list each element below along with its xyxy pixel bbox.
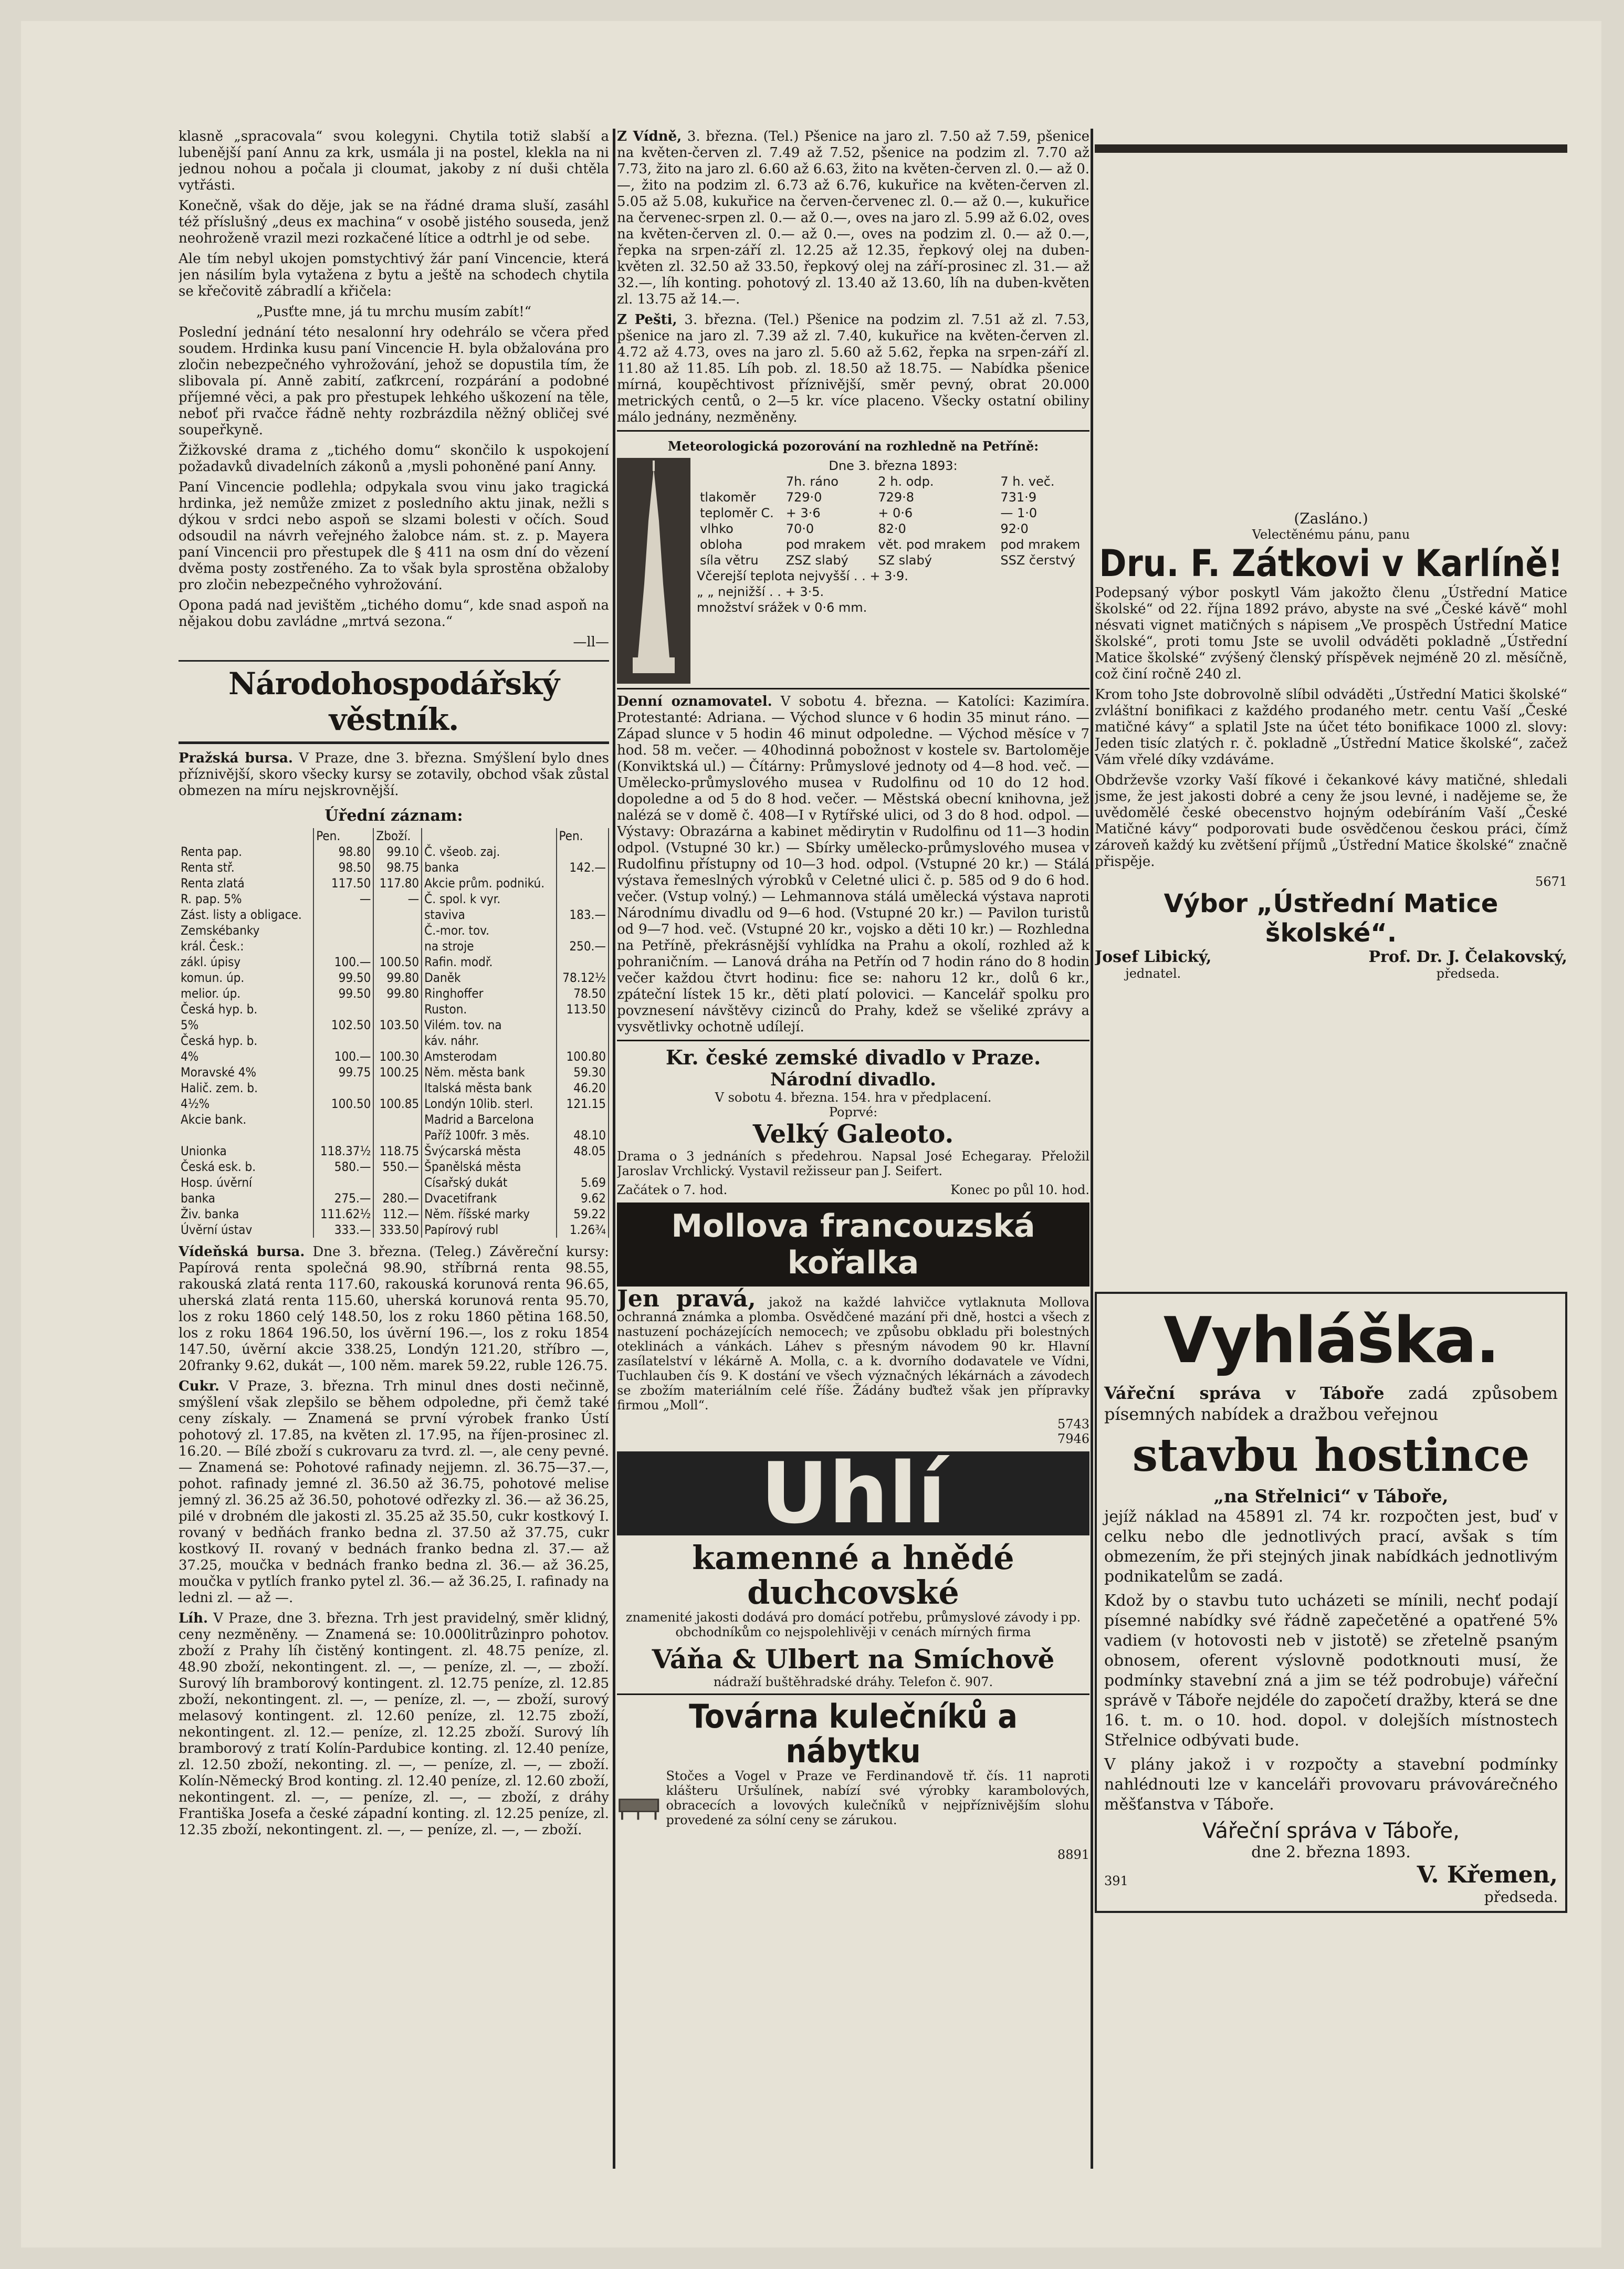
table-cell: Papírový rubl — [422, 1222, 556, 1238]
table-cell: Č. všeob. zaj. — [422, 844, 556, 860]
article-paragraph: klasně „spracovala“ svou kolegyni. Chytila totiž slabší a lubenější paní Annu za krk, usmála ji na postel, klekla na ni jednou nohou a počala ji cloumat, jakoby z ní duši chtěla vytřásti. — [179, 129, 609, 193]
meteo-cell: ZSZ slabý — [785, 553, 848, 568]
table-cell: Císařský dukát — [422, 1175, 556, 1190]
table-cell: 117.50 — [313, 875, 373, 891]
table-cell — [313, 1127, 373, 1143]
meteo-lowest: „ „ nejnižší . . + 3·5. — [697, 584, 824, 599]
signer-role: předseda. — [1436, 966, 1500, 981]
table-cell: 113.50 — [557, 1001, 609, 1017]
sugar-text: V Praze, 3. března. Trh minul dnes dosti nečinně, smýšlení však zlepšilo se během odpoledne, při čemž také ceny získaly. — Znamená se první výrobek franko Ústí pohotový zl. 17.85, na květen zl. 17.95, na říjen-prosinec zl. 16.20. — Bílé zboží s cukrovaru za tvrd. zl. —, ale ceny pevné. — Znamená se: Pohotové rafinady nejjemn. zl. 36.75—37.—, pohot. rafinady jemné zl. 36.50 až 36.75, pohotové melise jemný zl. 36.25 až 36.50, pohotové odřezky zl. 36.— až 36.25, pilé v drobném dle jakosti zl. 35.25 až 35.50, cukr kostkový I. rovaný v bedňách franko bedna zl. 37.50 až 37.75, cukr kostkový II. rovaný v bednách franko bedna zl. 37.— až 37.25, moučka v bednách franko bedna zl. 36.— až 36.25, moučka v pytlích franko pytel zl. 36.— až 36.25, I. rafinady na ledni zl. — až —. — [179, 1378, 609, 1606]
section-title: Národohospodářský věstník. — [179, 660, 609, 744]
table-cell: Ringhoffer — [422, 986, 556, 1001]
vyhlaska-sign: Vářeční správa v Táboře, — [1202, 1819, 1460, 1843]
table-row — [179, 1206, 609, 1222]
table-cell: 121.15 — [557, 1096, 609, 1112]
newspaper-page — [21, 21, 1601, 2247]
article-paragraph: Poslední jednání této nesalonní hry odehrálo se včera před soudem. Hrdinka kusu paní Vincencie H. byla obžalována pro zločin nebezpečného vyhrožování, jehož se dopustila tím, že slibovala pí. Anně zabití, zaťkrcení, rozpárání a podobné příjemné věci, a pak pro přestupek lehkého uškození na těle, neboť při rvačce řádně nehty rozbrázdila něžný obličej své soupeřkyně. — [179, 325, 609, 438]
table-cell: 48.10 — [557, 1127, 609, 1143]
table-cell: 98.75 — [373, 860, 422, 875]
table-cell: 111.62½ — [313, 1206, 373, 1222]
table-cell — [313, 907, 373, 923]
table-row — [179, 1017, 609, 1033]
table-cell: Španělská města — [422, 1159, 556, 1175]
table-row — [179, 1096, 609, 1112]
table-cell — [373, 907, 422, 923]
meteo-box — [617, 458, 1089, 684]
table-row — [179, 1143, 609, 1159]
table-cell: 99.50 — [313, 970, 373, 986]
meteo-cell: vět. pod mrakem — [878, 537, 986, 552]
table-cell: 98.50 — [313, 860, 373, 875]
table-row — [179, 860, 609, 875]
vyhlaska-lead: Vářeční správa v Táboře — [1104, 1383, 1385, 1403]
table-cell: Rafin. modř. — [422, 954, 556, 970]
coal-address: nádraží buštěhradské dráhy. Telefon č. 907. — [713, 1675, 993, 1689]
table-cell: — — [313, 891, 373, 907]
subhead-vienna-bourse: Vídeňská bursa. — [179, 1244, 305, 1260]
table-cell: káv. náhr. — [422, 1033, 556, 1049]
meteo-cell: síla větru — [700, 553, 759, 568]
table-cell — [179, 1127, 313, 1143]
article-quote: „Pusťte mne, já tu mrchu musím zabít!“ — [256, 304, 531, 320]
subhead-sugar: Cukr. — [179, 1378, 219, 1394]
vyhlaska-paragraph: Kdož by o stavbu tuto ucházeti se mínili, nechť podají písemné nabídky své řádně zapečetěné a opatřené 5% vadiem (v hotovosti neb v jistotě) se zřetelně psaným obnosem, oferent výslovně podotknouti musí, že podmínky stavební zná a jim se též podrobuje) vářeční správě v Táboře nejdéle do započetí dražby, která se dne 16. t. m. o 10. hod. dopol. v dolejších místnostech Střelnice odbývati bude. — [1104, 1592, 1558, 1750]
table-cell: — — [373, 891, 422, 907]
table-row — [179, 1112, 609, 1127]
table-cell — [313, 1175, 373, 1190]
vyhlaska-paragraph: V plány jakož i v rozpočty a stavební podmínky nahlédnouti lze v kanceláři provovaru právovárečného měšťanstva v Táboře. — [1104, 1755, 1558, 1814]
table-cell: 5.69 — [557, 1175, 609, 1190]
mollova-number: 5743 — [1057, 1417, 1089, 1431]
table-cell: melior. úp. — [179, 986, 313, 1001]
table-cell: 580.— — [313, 1159, 373, 1175]
table-row — [179, 1033, 609, 1049]
bourse-table — [179, 828, 609, 1238]
table-cell: 100.30 — [373, 1049, 422, 1064]
article-paragraph: Paní Vincencie podlehla; odpykala svou vinu jako tragická hrdinka, jež nemůže zmizet z posledního aktu jinak, nežli s dýkou v srdci nebo aspoň se slzami bolesti v očích. Soud odsoudil na návrh veřejného žalobce nám. st. z. p. Mayera paní Vincencii pro přestupek dle § 411 na osm dní do vězení dvěma posty zostřeného. Za to však byla sprostěna obžaloby pro zločin nebezpečného vyhrožování. — [179, 479, 609, 593]
meteo-cell: SSZ čerstvý — [1000, 553, 1076, 568]
table-cell — [557, 875, 609, 891]
header-bar — [1095, 144, 1567, 153]
table-cell — [373, 923, 422, 938]
table-cell: Ruston. — [422, 1001, 556, 1017]
meteo-cell: pod mrakem — [785, 537, 866, 552]
table-cell — [557, 1033, 609, 1049]
table-row — [179, 923, 609, 938]
mollova-banner: Mollova francouzská kořalka — [617, 1203, 1089, 1287]
table-cell: banka — [422, 860, 556, 875]
table-cell: Česká hyp. b. — [179, 1001, 313, 1017]
table-cell — [557, 954, 609, 970]
table-cell: 4% — [179, 1049, 313, 1064]
table-cell — [373, 1127, 422, 1143]
signatures — [1095, 948, 1567, 981]
mollova-text: jakož na každé lahvičce vytlaknuta Mollova ochranná známka a plomba. Osvědčené mazání při dně, hostci a všech z nastuzení pocházejících nemocech; ve způsobu obkladu při bolestných oteklinách a vánkách. Láhev s přesným návodem 90 kr. Hlavní zasílatelství v lékárně A. Molla, c. a k. dvorního dodavatele ve Vídni, Tuchlauben čís 9. K dostání ve všech význačných lékárnách a závodech se zbožím materiálním celé říše. Žádány buďtež však jen přípravky firmou „Moll“. — [617, 1295, 1089, 1413]
table-cell: Madrid a Barcelona — [422, 1112, 556, 1127]
zaslano: (Zasláno.) — [1294, 510, 1368, 527]
column-right — [1095, 129, 1567, 2169]
meteo-cell: tlakoměr — [700, 490, 756, 505]
table-cell: 333.— — [313, 1222, 373, 1238]
col-head: Pen. — [313, 828, 373, 844]
table-row — [179, 844, 609, 860]
vyhlaska-place: „na Střelnici“ v Táboře, — [1213, 1486, 1449, 1507]
letter-paragraph: Krom toho Jste dobrovolně slíbil odváděti „Ústřední Matici školské“ zvláštní bonifikaci z každého prodaného metr. centu Vaší „České matičné kávy“ a splatil Jste na účet této bonifikace 1000 zl. slovy: Jeden tisíc zlatých r. č. pokladně „Ústřední Matice školské“, začež Vám vřelé díky vzdáváme. — [1095, 687, 1567, 768]
table-cell: 117.80 — [373, 875, 422, 891]
table-cell: Hosp. úvěrní — [179, 1175, 313, 1190]
table-cell: 550.— — [373, 1159, 422, 1175]
table-cell: 100.50 — [313, 1096, 373, 1112]
table-row — [179, 970, 609, 986]
table-row — [179, 907, 609, 923]
letter-paragraph: Podepsaný výbor poskytl Vám jakožto členu „Ústřední Matice školské“ od 22. října 1892 právo, abyste na své „České kávě“ mohl nésvati vignet matičných s nápisem „Ve prospěch Ústřední Matice školské“, proti tomu Jste se uvolil odváděti pokladně „Ústřední Matice školské“ zvýšený členský příspěvek nejméně 20 zl. měsíčně, což činí ročně 240 zl. — [1095, 585, 1567, 682]
coal-text: znamenité jakosti dodává pro domácí potřebu, průmyslové závody i pp. obchodníkům co nejspolehlivěji v cenách mírných firma — [625, 1610, 1081, 1639]
table-cell: Zást. listy a obligace. — [179, 907, 313, 923]
table-cell: Česká esk. b. — [179, 1159, 313, 1175]
vyhlaska-subject: stavbu hostince — [1132, 1429, 1530, 1482]
billiard-table-icon — [617, 1769, 661, 1847]
coal-type: kamenné a hnědé duchcovské — [692, 1539, 1014, 1612]
table-row — [179, 954, 609, 970]
vyhlaska-box — [1095, 1292, 1567, 1913]
meteo-row — [697, 552, 1089, 568]
table-cell — [373, 938, 422, 954]
uhli-heading: Uhlí — [617, 1451, 1089, 1535]
letter-number: 5671 — [1535, 874, 1567, 889]
vyhlaska-signer-role: předseda. — [1484, 1888, 1558, 1906]
vienna-grain-text: 3. března. (Tel.) Pšenice na jaro zl. 7.50 až 7.59, pšenice na květen-červen zl. 7.49 až 7.52, pšenice na podzim zl. 7.70 až 7.73, žito na jaro zl. 6.60 až 6.63, žito na květen-červen zl. 0.— až 0.—, žito na podzim zl. 6.73 až 6.76, kukuřice na květen-červen zl. 5.05 až 5.08, kukuřice na červen-červenec zl. 0.— až 0.—, kukuřice na červenec-srpen zl. 0.— až 0.—, oves na jaro zl. 5.99 až 6.02, oves na květen-červen zl. 0.— až 0.—, oves na podzim zl. 0.— až 0.—, řepka na srpen-září zl. 12.25 až 12.35, řepkový olej na duben-květen zl. 32.50 až 33.50, řepkový olej na září-prosinec zl. 31.— až 32.—, líh konting. pohotový zl. 13.40 až 13.60, líh na duben-květen zl. 13.75 až 14.—. — [617, 129, 1089, 307]
table-cell: 118.75 — [373, 1143, 422, 1159]
committee: Výbor „Ústřední Matice školské“. — [1164, 889, 1499, 948]
table-cell — [557, 1112, 609, 1127]
table-cell: Něm. říšské marky — [422, 1206, 556, 1222]
table-cell: 100.— — [313, 954, 373, 970]
table-cell: 9.62 — [557, 1190, 609, 1206]
vienna-bourse-text: Dne 3. března. (Teleg.) Závěreční kursy: Papírová renta společná 98.90, stříbrná renta 98.55, rakouská zlatá renta 117.60, rakouská korunová renta 96.65, uherská zlatá renta 115.60, uherská korunová renta 95.70, los z roku 1860 celý 148.50, los z roku 1860 pětina 168.50, los z roku 1864 196.50, los úvěrní 196.—, los z roku 1854 147.50, úvěrní akcie 338.25, Londýn 121.20, stříbro —, 20franky 9.62, dukát —, 100 něm. marek 59.22, ruble 126.75. — [179, 1244, 609, 1374]
meteo-cell: 92·0 — [1000, 521, 1029, 536]
meteo-row — [697, 521, 1089, 537]
theatre-desc: Drama o 3 jednáních s předehrou. Napsal José Echegaray. Přeložil Jaroslav Vrchlický. Vystavil režisseur pan J. Seifert. — [617, 1149, 1089, 1178]
table-cell: Renta stř. — [179, 860, 313, 875]
table-cell: Něm. města bank — [422, 1064, 556, 1080]
petrin-tower-icon — [617, 458, 690, 684]
table-cell — [557, 844, 609, 860]
table-cell: Švýcarská města — [422, 1143, 556, 1159]
table-row — [179, 1222, 609, 1238]
table-row — [179, 1190, 609, 1206]
meteo-cell: 70·0 — [785, 521, 814, 536]
table-cell: staviva — [422, 907, 556, 923]
table-cell — [373, 1175, 422, 1190]
column-divider — [613, 129, 615, 2169]
meteo-cell: SZ slabý — [878, 553, 932, 568]
vyhlaska-intro: zadá způsobem písemných nabídek a dražbou veřejnou — [1104, 1383, 1558, 1424]
article-paragraph: Opona padá nad jevištěm „tichého domu“, kde snad aspoň na nějakou dobu zavládne „mrtvá sezona.“ — [179, 598, 609, 630]
meteo-cell: vlhko — [700, 521, 734, 536]
table-cell — [557, 1017, 609, 1033]
theatre-end: Konec po půl 10. hod. — [950, 1183, 1089, 1197]
table-cell: 280.— — [373, 1190, 422, 1206]
table-cell: Daněk — [422, 970, 556, 986]
table-cell: Italská města bank — [422, 1080, 556, 1096]
table-cell — [313, 923, 373, 938]
meteo-row — [697, 489, 1089, 505]
col-head: Pen. — [557, 828, 609, 844]
meteo-col-head: 2 h. odp. — [878, 474, 934, 489]
table-cell: Vilém. tov. na — [422, 1017, 556, 1033]
pest-grain-text: 3. března. (Tel.) Pšenice na podzim zl. 7.51 až zl. 7.53, pšenice na jaro zl. 7.39 až zl. 7.40, kukuřice na květen-červen zl. 4.72 až 4.73, oves na jaro zl. 5.60 až 5.62, řepka na srpen-září zl. 11.80 až 11.85. Líh pob. zl. 18.50 až 18.75. — Nabídka pšenice mírná, koupěchtivost příznivější, směr pevný, obrat 20.000 metrických centů, o 2—5 kr. více placeno. Všecky ostatní obiliny málo jednány, nezměněny. — [617, 312, 1089, 425]
vyhlaska-date: dne 2. března 1893. — [1251, 1843, 1411, 1862]
table-cell: Česká hyp. b. — [179, 1033, 313, 1049]
table-cell: Amsterodam — [422, 1049, 556, 1064]
mollova-lead: Jen pravá, — [617, 1285, 756, 1312]
meteo-cell: — 1·0 — [1000, 506, 1038, 520]
billiards-text: Stočes a Vogel v Praze ve Ferdinandově tř. čís. 11 naproti klášteru Uršulínek, nabízí své výrobky karambolových, obracecích a lovových kulečníků v nejpříznivějším slohu provedené za sólní ceny se zárukou. — [666, 1769, 1089, 1827]
theatre-title: Kr. české zemské divadlo v Praze. — [665, 1045, 1041, 1069]
table-cell: Úvěrní ústav — [179, 1222, 313, 1238]
table-cell: 5% — [179, 1017, 313, 1033]
table-cell — [313, 1001, 373, 1017]
signer-role: jednatel. — [1125, 966, 1181, 981]
table-cell: 118.37½ — [313, 1143, 373, 1159]
table-cell: 99.75 — [313, 1064, 373, 1080]
table-cell: 99.80 — [373, 986, 422, 1001]
table-cell — [313, 938, 373, 954]
vyhlaska-heading: Vyhláška. — [1163, 1304, 1499, 1377]
table-cell: 100.85 — [373, 1096, 422, 1112]
meteo-date: Dne 3. března 1893: — [829, 458, 958, 473]
coal-firm: Váňa & Ulbert na Smíchově — [652, 1644, 1055, 1675]
meteo-rain: množství srážek v 0·6 mm. — [697, 600, 867, 615]
table-cell: 275.— — [313, 1190, 373, 1206]
table-cell: 99.10 — [373, 844, 422, 860]
table-cell: Moravské 4% — [179, 1064, 313, 1080]
signer-name: Josef Libický, — [1095, 948, 1212, 966]
table-cell: 1.26¾ — [557, 1222, 609, 1238]
table-cell: 102.50 — [313, 1017, 373, 1033]
meteo-row — [697, 537, 1089, 552]
table-cell: Renta zlatá — [179, 875, 313, 891]
table-cell: Londýn 10lib. sterl. — [422, 1096, 556, 1112]
table-cell — [313, 1080, 373, 1096]
meteo-cell: + 3·6 — [785, 506, 821, 520]
table-cell: 183.— — [557, 907, 609, 923]
meteo-title: Meteorologická pozorování na rozhledně na Petříně: — [667, 438, 1039, 454]
meteo-table — [697, 458, 1089, 684]
table-cell — [313, 1033, 373, 1049]
meteo-cell: 82·0 — [878, 521, 906, 536]
meteo-cell: 729·0 — [785, 490, 822, 505]
meteo-cell: + 0·6 — [878, 506, 913, 520]
table-cell: Živ. banka — [179, 1206, 313, 1222]
table-row — [179, 891, 609, 907]
table-cell: 59.22 — [557, 1206, 609, 1222]
article-paragraph: Konečně, však do děje, jak se na řádné drama sluší, zasáhl též příslušný „deus ex machina“ v osobě jistého souseda, jenž neohroženě vrazil mezi rozkačené lítice a odtrhl je od sebe. — [179, 198, 609, 246]
table-cell: 99.50 — [313, 986, 373, 1001]
letter-paragraph: Obdrževše vzorky Vaší fíkové i čekankové kávy matičné, shledali jsme, že jest jakosti dobré a ceny že jsou levné, i nadějeme se, že uvědomělé české obecenstvo hojným odebíráním Vaší „České Matičné kávy“ podporovati bude osvědčenou českou práci, čímž zároveň každý ku zvětšení příjmů „Ústřední Matice školské“ značně přispěje. — [1095, 772, 1567, 870]
meteo-col-head: 7h. ráno — [785, 474, 839, 489]
vyhlaska-paragraph: jejíž náklad na 45891 zl. 74 kr. rozpočten jest, buď v celku nebo dle jednotlivých prací, avšak s tím obmezením, že při stejných jinak nabídkách jednotlivým podnikatelům se zadá. — [1104, 1508, 1558, 1586]
daily-text: V sobotu 4. března. — Katolíci: Kazimíra. Protestanté: Adriana. — Východ slunce v 6 hodin 35 minut ráno. — Západ slunce v 5 hodin 46 minut odpoledne. — Východ měsíce v 7 hod. 58 m. večer. — 40hodinná pobožnost v kostele sv. Bartoloměje (Konviktská ul.) — Čítárny: Průmyslové jednoty od 4—8 hod. več. — Umělecko-průmyslového musea v Rudolfinu od 10 do 12 hod. dopoledne a od 5 do 8 hod. večer. — Městská obecní knihovna, jež nalézá se v domě č. 408—I v Rytířské ulici, od 3 do 8 hod. odpol. — Výstavy: Obrazárna a kabinet mědirytin v Rudolfinu od 11—3 hodin odpol. (Vstupné 30 kr.) — Sbírky umělecko-průmyslového musea v Rudolfinu přístupny od 10—3 hod. odpol. (Vstupné 20 kr.) — Stálá výstava řemeslných výrobků v Celetné ulici č. p. 585 od 9 do 6 hod. večer. (Vstup volný.) — Lehmannova stálá umělecká výstava naproti Národnímu divadlu od 9—6 hod. (Vstupné 20 kr.) — Pavilon turistů od 9—7 hod. več. (Vstupné 20 kr., vojsko a děti 10 kr.) — Rozhledna na Petříně, překrásnější vyhlídka na Prahu a okolí, rozhled až k pohraničním. — Lanová dráha na Petřín od 7 hodin ráno do 8 hodin večer každou čtvrt hodinu: fice se: nahoru 12 kr., dolů 6 kr., zpáteční lístek 15 kr., děti platí polovici. — Kancelář spolku pro povznesení návštěvy cizinců do Prahy, kdež se všeliké zprávy a vysvětlivky ochotně udílejí. — [617, 694, 1089, 1035]
official-record-title: Úřední záznam: — [324, 807, 463, 825]
table-cell: Dvacetifrank — [422, 1190, 556, 1206]
meteo-cell: 731·9 — [1000, 490, 1037, 505]
bourse-head-row — [179, 828, 609, 844]
article-end-mark: —ll— — [573, 634, 609, 650]
meteo-cell: 729·8 — [878, 490, 915, 505]
table-row — [179, 986, 609, 1001]
article-paragraph: Ale tím nebyl ukojen pomstychtivý žár paní Vincencie, která jen násilím byla vytažena z bytu a ještě na schodech chytila se křečovitě zábradlí a křičela: — [179, 251, 609, 299]
table-cell: Paříž 100fr. 3 měs. — [422, 1127, 556, 1143]
table-cell — [373, 1112, 422, 1127]
table-cell: 48.05 — [557, 1143, 609, 1159]
theatre-date: V sobotu 4. března. 154. hra v předplacení. — [715, 1090, 992, 1105]
table-row — [179, 1159, 609, 1175]
table-cell — [557, 1159, 609, 1175]
subhead-spirits: Líh. — [179, 1611, 208, 1626]
column-left — [179, 129, 609, 2169]
subhead-prague-bourse: Pražská bursa. — [179, 750, 293, 766]
table-row — [179, 1049, 609, 1064]
subhead-vienna-grain: Z Vídně, — [617, 129, 682, 144]
table-cell: 100.50 — [373, 954, 422, 970]
table-cell: R. pap. 5% — [179, 891, 313, 907]
table-cell — [373, 1080, 422, 1096]
table-cell: 250.— — [557, 938, 609, 954]
table-cell: 100.25 — [373, 1064, 422, 1080]
article-paragraph: Žižkovské drama z „tichého domu“ skončilo k uspokojení požadavků divadelních zákonů a ,mysli pohoněné paní Anny. — [179, 443, 609, 475]
meteo-cell: obloha — [700, 537, 743, 552]
addressee-intro: Velectěnému pánu, panu — [1252, 527, 1410, 542]
column-middle — [617, 129, 1089, 2169]
table-cell: 103.50 — [373, 1017, 422, 1033]
table-cell: 78.12½ — [557, 970, 609, 986]
table-cell: na stroje — [422, 938, 556, 954]
table-cell: 59.30 — [557, 1064, 609, 1080]
table-cell: král. Česk.: — [179, 938, 313, 954]
table-cell: komun. úp. — [179, 970, 313, 986]
table-row — [179, 1064, 609, 1080]
table-cell: Zemskébanky — [179, 923, 313, 938]
table-cell: 112.— — [373, 1206, 422, 1222]
prague-bourse-text: V Praze, dne 3. března. Smýšlení bylo dnes příznivější, skoro všecky kursy se zotavily, obchod však zůstal obmezen na míru nejskrovnější. — [179, 750, 609, 799]
table-cell: zákl. úpisy — [179, 954, 313, 970]
subhead-daily: Denní oznamovatel. — [617, 694, 772, 709]
table-cell: 4½% — [179, 1096, 313, 1112]
table-cell: Akcie prům. podnikú. — [422, 875, 556, 891]
table-cell: Č. spol. k vyr. — [422, 891, 556, 907]
table-cell: 100.80 — [557, 1049, 609, 1064]
vyhlaska-number: 391 — [1104, 1874, 1128, 1888]
table-row — [179, 1080, 609, 1096]
theatre-start: Začátek o 7. hod. — [617, 1183, 728, 1197]
table-cell — [557, 923, 609, 938]
table-cell: Renta pap. — [179, 844, 313, 860]
table-cell: banka — [179, 1190, 313, 1206]
addressee: Dru. F. Zátkovi v Karlíně! — [1099, 542, 1563, 585]
table-row — [179, 875, 609, 891]
table-row — [179, 938, 609, 954]
table-cell — [313, 1112, 373, 1127]
table-cell — [557, 891, 609, 907]
meteo-cell: teploměr C. — [700, 506, 774, 520]
table-cell: Akcie bank. — [179, 1112, 313, 1127]
theatre-subtitle: Národní divadlo. — [770, 1069, 937, 1090]
table-cell: Halič. zem. b. — [179, 1080, 313, 1096]
mollova-number-2: 7946 — [1057, 1431, 1089, 1446]
table-row — [179, 1001, 609, 1017]
col-head: Zboží. — [373, 828, 422, 844]
theatre-premiere: Poprvé: — [829, 1105, 878, 1120]
column-divider — [1091, 129, 1093, 2169]
meteo-yesterday: Včerejší teplota nejvyšší . . + 3·9. — [697, 569, 908, 583]
table-cell: 78.50 — [557, 986, 609, 1001]
spirits-text: V Praze, dne 3. března. Trh jest pravidelný, směr klidný, ceny nezměněny. — Znamená se: 10.000litrůzinpro pohotov. zboží z Prahy líh čistěný kontingent. zl. 48.75 peníze, zl. 48.90 zboží, nekontingent. zl. —, — peníze, zl. —, — zboží. Surový líh bramborový kontingent. zl. 12.75 peníze, zl. 12.85 zboží, nekontingent. zl. —, — peníze, zl. —, — zboží, surový melasový kontingent. zl. 12.60 peníze, zl. 12.75 zboží, nekontingent. zl. 12.— peníze, zl. 12.25 zboží. Surový líh bramborový z tratí Kolín-Pardubice konting. zl. 12.40 peníze, zl. 12.50 zboží, nekonting. zl. —, — peníze, zl. —, — zboží. Kolín-Německý Brod konting. zl. 12.40 peníze, zl. 12.60 zboží, nekontingent. zl. —, — peníze, zl. —, — zboží, z dráhy Františka Josefa a české západní konting. zl. 12.25 peníze, zl. 12.35 zboží, nekontingent. zl. —, — peníze, zl. —, — zboží. — [179, 1611, 609, 1838]
table-cell: Unionka — [179, 1143, 313, 1159]
vyhlaska-signer: V. Křemen, — [1417, 1862, 1558, 1888]
billiards-heading: Továrna kulečníků a nábytku — [689, 1697, 1018, 1770]
meteo-col-head: 7 h. več. — [1000, 474, 1055, 489]
table-cell — [373, 1001, 422, 1017]
table-row — [179, 1127, 609, 1143]
table-cell: 99.80 — [373, 970, 422, 986]
table-row — [179, 1175, 609, 1190]
table-cell — [373, 1033, 422, 1049]
meteo-cell: pod mrakem — [1000, 537, 1081, 552]
table-cell: 46.20 — [557, 1080, 609, 1096]
table-cell: 98.80 — [313, 844, 373, 860]
table-cell: 100.— — [313, 1049, 373, 1064]
subhead-pest-grain: Z Pešti, — [617, 312, 677, 328]
table-cell: Č.-mor. tov. — [422, 923, 556, 938]
table-cell: 142.— — [557, 860, 609, 875]
meteo-row — [697, 505, 1089, 521]
billiards-number: 8891 — [1057, 1847, 1089, 1862]
theatre-play: Velký Galeoto. — [752, 1120, 954, 1149]
table-cell: 333.50 — [373, 1222, 422, 1238]
signer-name: Prof. Dr. J. Čelakovský, — [1368, 948, 1567, 966]
